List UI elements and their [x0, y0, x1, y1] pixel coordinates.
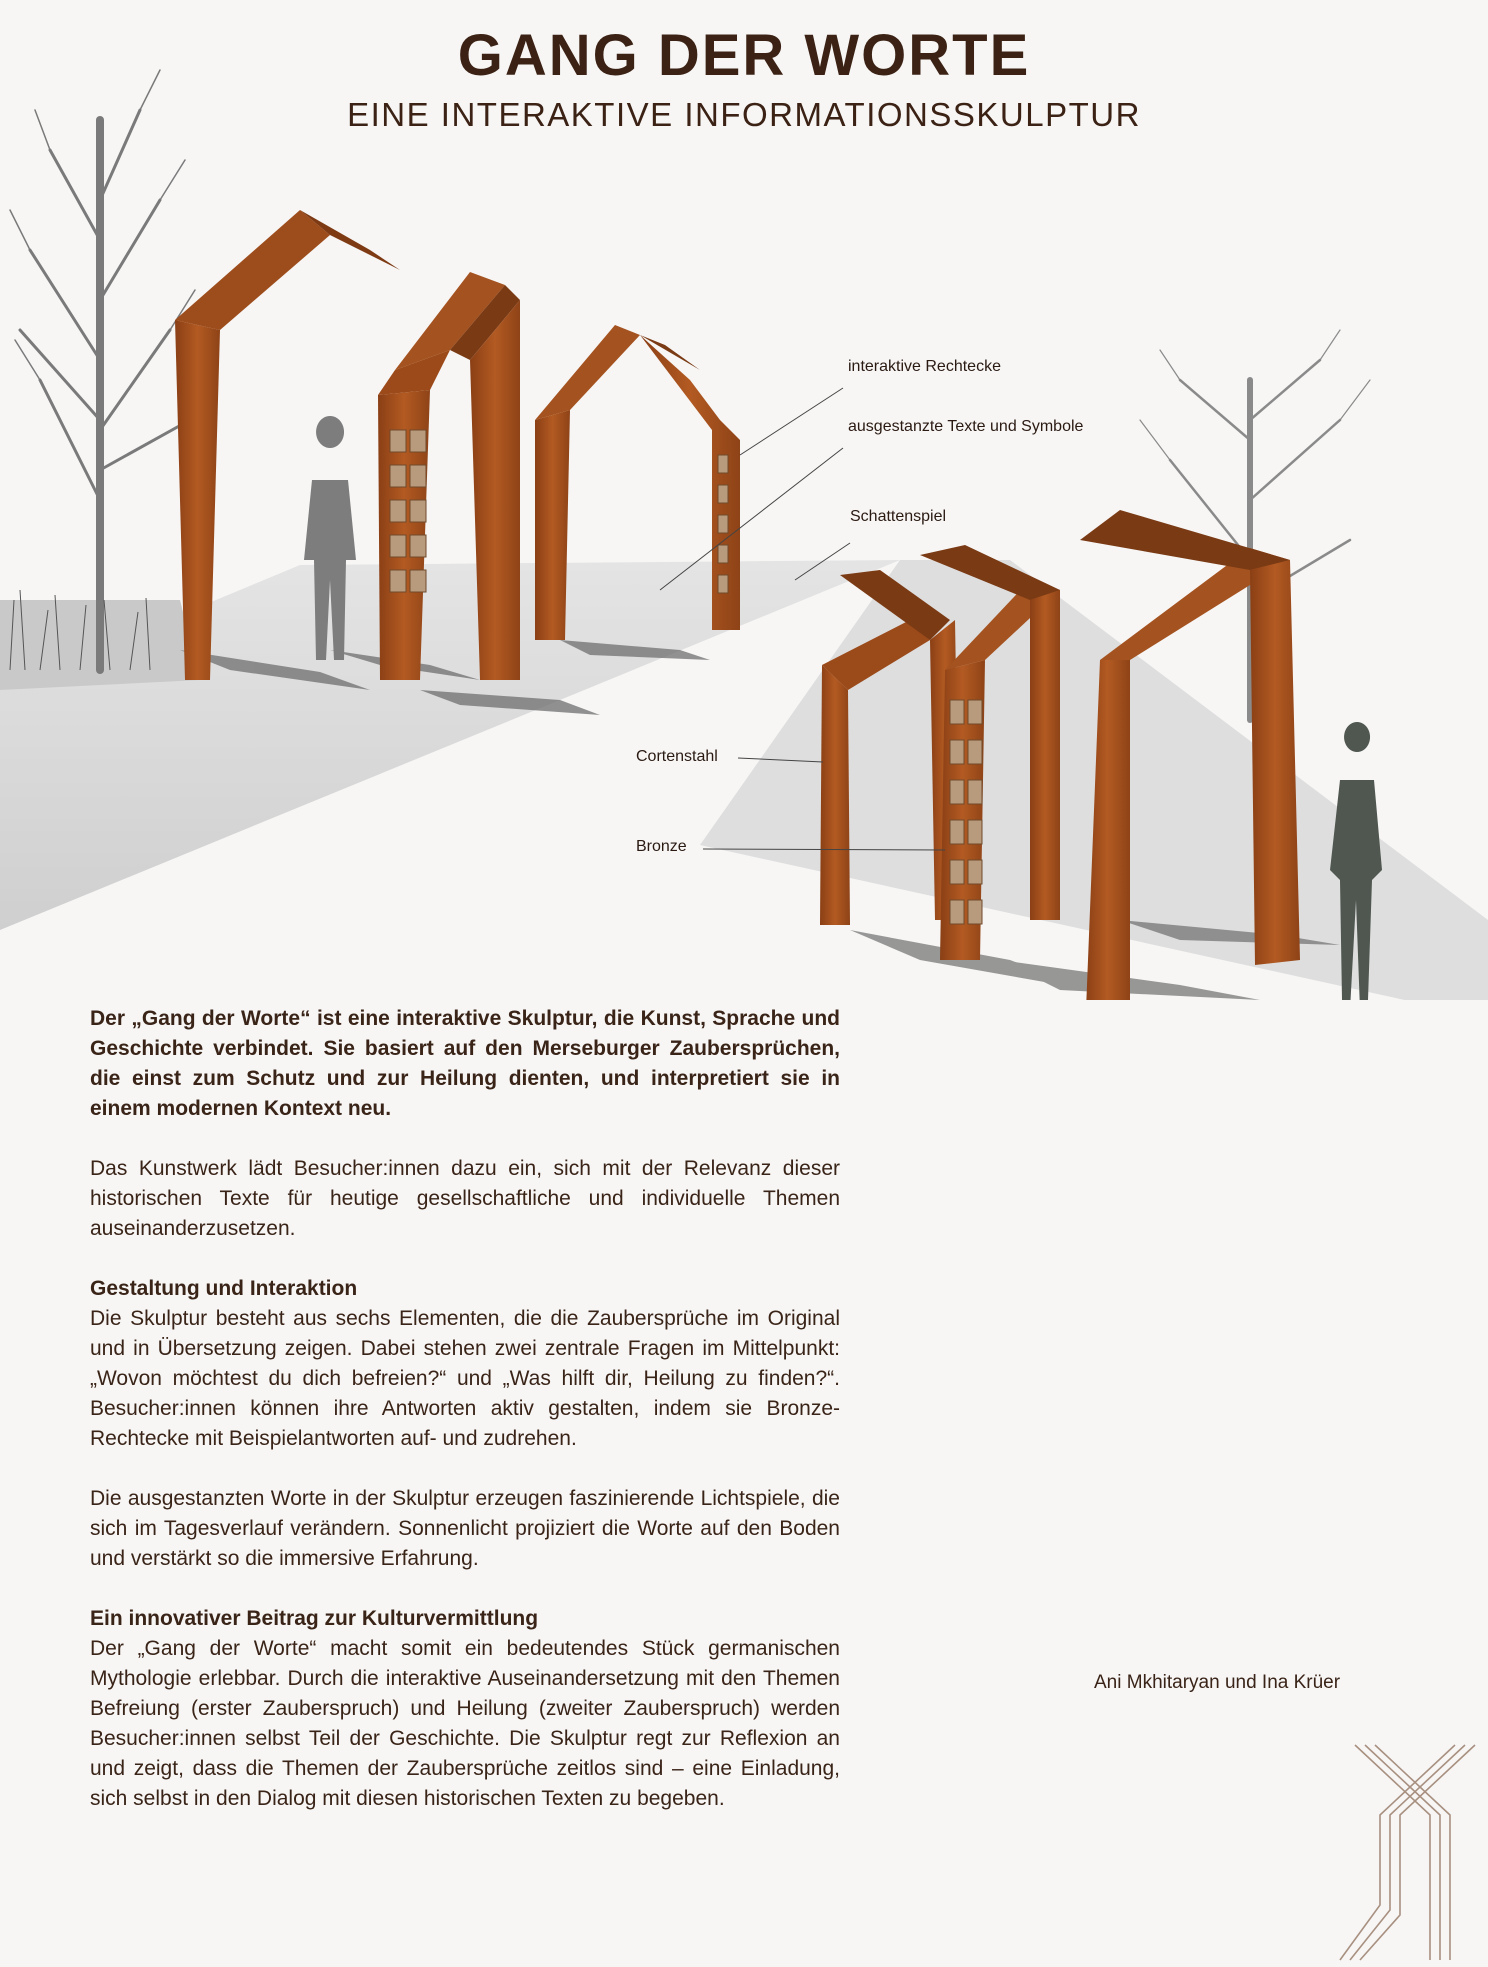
design-paragraph: Die Skulptur besteht aus sechs Elementen, die die Zaubersprüche im Original und in Übersetzung zeigen. Dabei stehen zwei zentrale Fragen im Mittelpunkt: „Wovon möchtest du dich befreien?“ und „Was hilft dir, Heilung zu finden?“. Besucher:innen können ihre Antworten aktiv gestalten, indem sie Bronze-Rechtecke mit Beispielantworten auf- und zudrehen.: [90, 1307, 840, 1450]
page-title: GANG DER WORTE: [457, 23, 1031, 88]
authors: Ani Mkhitaryan und Ina Krüer: [1094, 1672, 1341, 1693]
logo-icon: [1320, 1735, 1480, 1965]
description-text: [90, 1004, 840, 1844]
section-heading-culture: Ein innovativer Beitrag zur Kulturvermittlung: [90, 1607, 539, 1630]
culture-paragraph: Der „Gang der Worte“ macht somit ein bedeutendes Stück germanischen Mythologie erlebbar. Durch die interaktive Auseinandersetzung mit den Themen Befreiung (erster Zauberspruch) und Heilung (zweiter Zauberspruch) werden Besucher:innen selbst Teil der Geschichte. Die Skulptur regt zur Reflexion an und zeigt, dass die Themen der Zaubersprüche zeitlos sind – eine Einladung, sich selbst in den Dialog mit diesen historischen Texten zu begeben.: [90, 1637, 840, 1810]
label-bronze: Bronze: [636, 838, 687, 855]
label-shadow-play: Schattenspiel: [850, 508, 947, 525]
label-corten-steel: Cortenstahl: [636, 748, 718, 765]
label-punched-texts: ausgestanzte Texte und Symbole: [848, 418, 1084, 435]
intro-paragraph: Das Kunstwerk lädt Besucher:innen dazu ein, sich mit der Relevanz dieser historischen Texte für heutige gesellschaftliche und individuelle Themen auseinanderzusetzen.: [90, 1157, 840, 1240]
section-heading-design: Gestaltung und Interaktion: [90, 1277, 358, 1300]
page-subtitle: EINE INTERAKTIVE INFORMATIONSSKULPTUR: [347, 96, 1141, 133]
label-interactive-rectangles: interaktive Rechtecke: [848, 358, 1001, 375]
tree-left-icon: [10, 70, 195, 670]
light-paragraph: Die ausgestanzten Worte in der Skulptur erzeugen faszinierende Lichtspiele, die sich im Tagesverlauf verändern. Sonnenlicht projiziert die Worte auf den Boden und verstärkt so die immersive Erfahrung.: [90, 1487, 840, 1570]
lead-paragraph: Der „Gang der Worte“ ist eine interaktive Skulptur, die Kunst, Sprache und Geschichte verbindet. Sie basiert auf den Merseburger Zaubersprüchen, die einst zum Schutz und zur Heilung dienten, und interpretiert sie in einem modernen Kontext neu.: [90, 1007, 840, 1120]
